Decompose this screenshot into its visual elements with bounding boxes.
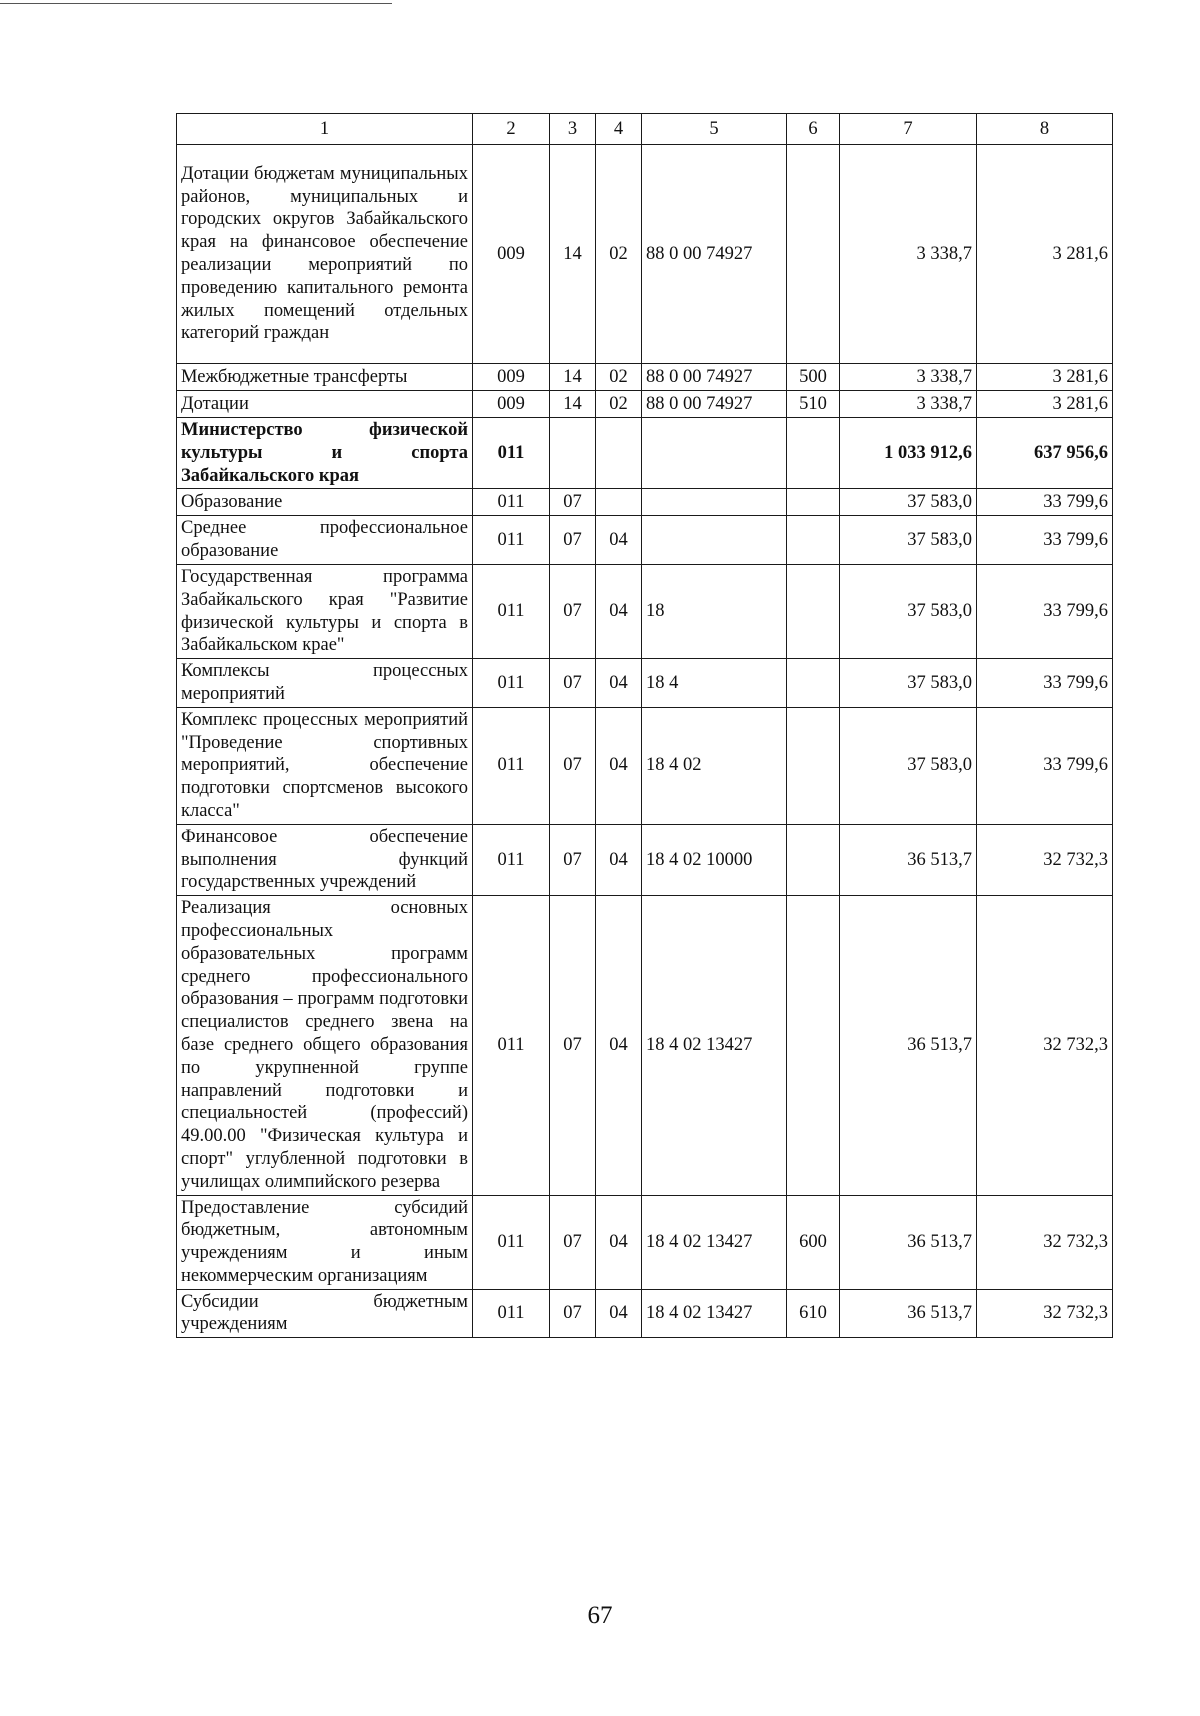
row-amount-col7: 36 513,7	[840, 896, 977, 1195]
header-col-3: 3	[550, 114, 596, 145]
row-target-article	[642, 418, 787, 489]
table-body	[177, 145, 1113, 1338]
row-name: Среднее профессиональное образование	[177, 516, 473, 565]
row-name: Реализация основных профессиональных образовательных программ среднего профессионального образования – программ подготовки специалистов среднего звена на базе среднего общего образования по укрупненной группе направлений подготовки и специальностей (профессий) 49.00.00 "Физическая культура и спорт" углубленной подготовки в училищах олимпийского резерва	[177, 896, 473, 1195]
table-row	[177, 659, 1113, 708]
row-expense-type	[787, 896, 840, 1195]
row-section-code	[550, 418, 596, 489]
row-expense-type	[787, 707, 840, 824]
row-name: Субсидии бюджетным учреждениям	[177, 1289, 473, 1338]
row-target-article: 18 4 02 13427	[642, 1289, 787, 1338]
row-target-article: 88 0 00 74927	[642, 391, 787, 418]
table-row	[177, 391, 1113, 418]
row-amount-col8: 33 799,6	[977, 516, 1113, 565]
row-subsection-code: 04	[596, 1195, 642, 1289]
row-section-code: 07	[550, 896, 596, 1195]
row-name: Дотации	[177, 391, 473, 418]
row-section-code: 07	[550, 1195, 596, 1289]
row-expense-type	[787, 659, 840, 708]
row-subsection-code: 02	[596, 145, 642, 364]
row-section-code: 14	[550, 145, 596, 364]
row-amount-col7: 36 513,7	[840, 1195, 977, 1289]
row-target-article: 18 4 02 13427	[642, 896, 787, 1195]
row-amount-col8: 32 732,3	[977, 1289, 1113, 1338]
table-row	[177, 1195, 1113, 1289]
row-section-code: 07	[550, 489, 596, 516]
table-header	[177, 114, 1113, 145]
row-admin-code: 009	[473, 145, 550, 364]
row-admin-code: 011	[473, 707, 550, 824]
row-name: Предоставление субсидий бюджетным, автономным учреждениям и иным некоммерческим организациям	[177, 1195, 473, 1289]
row-target-article: 18 4 02 10000	[642, 824, 787, 895]
row-name: Государственная программа Забайкальского края "Развитие физической культуры и спорта в Забайкальском крае"	[177, 564, 473, 658]
row-expense-type: 610	[787, 1289, 840, 1338]
row-amount-col8: 33 799,6	[977, 659, 1113, 708]
header-row	[177, 114, 1113, 145]
scan-edge-line	[0, 3, 392, 4]
table-row	[177, 564, 1113, 658]
header-col-4: 4	[596, 114, 642, 145]
table-row	[177, 418, 1113, 489]
row-subsection-code: 04	[596, 896, 642, 1195]
row-section-code: 07	[550, 824, 596, 895]
row-subsection-code	[596, 418, 642, 489]
row-expense-type: 600	[787, 1195, 840, 1289]
row-subsection-code: 02	[596, 391, 642, 418]
row-amount-col8: 32 732,3	[977, 824, 1113, 895]
page-number: 67	[587, 1602, 613, 1629]
table-row	[177, 516, 1113, 565]
row-target-article: 18 4 02	[642, 707, 787, 824]
row-expense-type	[787, 516, 840, 565]
row-admin-code: 011	[473, 418, 550, 489]
row-amount-col8: 32 732,3	[977, 896, 1113, 1195]
row-target-article: 88 0 00 74927	[642, 364, 787, 391]
row-amount-col7: 3 338,7	[840, 391, 977, 418]
row-name: Образование	[177, 489, 473, 516]
row-expense-type	[787, 418, 840, 489]
row-expense-type: 500	[787, 364, 840, 391]
row-admin-code: 011	[473, 489, 550, 516]
row-amount-col8: 33 799,6	[977, 489, 1113, 516]
row-amount-col7: 1 033 912,6	[840, 418, 977, 489]
row-subsection-code: 04	[596, 516, 642, 565]
header-col-7: 7	[840, 114, 977, 145]
row-amount-col8: 3 281,6	[977, 145, 1113, 364]
row-subsection-code: 04	[596, 564, 642, 658]
row-amount-col7: 37 583,0	[840, 564, 977, 658]
row-amount-col7: 37 583,0	[840, 516, 977, 565]
row-admin-code: 011	[473, 564, 550, 658]
row-amount-col8: 33 799,6	[977, 564, 1113, 658]
row-amount-col8: 3 281,6	[977, 364, 1113, 391]
row-name: Межбюджетные трансферты	[177, 364, 473, 391]
table-row	[177, 1289, 1113, 1338]
row-amount-col8: 32 732,3	[977, 1195, 1113, 1289]
row-name: Комплексы процессных мероприятий	[177, 659, 473, 708]
row-amount-col7: 3 338,7	[840, 364, 977, 391]
row-target-article	[642, 489, 787, 516]
row-admin-code: 011	[473, 659, 550, 708]
row-admin-code: 011	[473, 516, 550, 565]
table-row	[177, 364, 1113, 391]
table-row	[177, 896, 1113, 1195]
row-subsection-code: 04	[596, 1289, 642, 1338]
row-subsection-code	[596, 489, 642, 516]
row-amount-col7: 37 583,0	[840, 659, 977, 708]
row-expense-type	[787, 145, 840, 364]
header-col-1: 1	[177, 114, 473, 145]
row-target-article: 88 0 00 74927	[642, 145, 787, 364]
row-section-code: 07	[550, 516, 596, 565]
row-amount-col7: 36 513,7	[840, 824, 977, 895]
row-name: Министерство физической культуры и спорта Забайкальского края	[177, 418, 473, 489]
row-amount-col7: 36 513,7	[840, 1289, 977, 1338]
row-name: Комплекс процессных мероприятий "Проведение спортивных мероприятий, обеспечение подготовки спортсменов высокого класса"	[177, 707, 473, 824]
table-row	[177, 145, 1113, 364]
row-admin-code: 009	[473, 364, 550, 391]
row-subsection-code: 04	[596, 824, 642, 895]
row-target-article: 18 4 02 13427	[642, 1195, 787, 1289]
row-target-article: 18 4	[642, 659, 787, 708]
row-section-code: 14	[550, 391, 596, 418]
row-expense-type	[787, 489, 840, 516]
row-admin-code: 011	[473, 1289, 550, 1338]
row-subsection-code: 04	[596, 659, 642, 708]
row-expense-type	[787, 564, 840, 658]
table-row	[177, 824, 1113, 895]
row-name: Финансовое обеспечение выполнения функций государственных учреждений	[177, 824, 473, 895]
row-target-article	[642, 516, 787, 565]
header-col-5: 5	[642, 114, 787, 145]
row-target-article: 18	[642, 564, 787, 658]
row-section-code: 07	[550, 659, 596, 708]
row-admin-code: 011	[473, 1195, 550, 1289]
row-section-code: 07	[550, 564, 596, 658]
row-admin-code: 011	[473, 824, 550, 895]
row-section-code: 07	[550, 707, 596, 824]
row-admin-code: 009	[473, 391, 550, 418]
row-admin-code: 011	[473, 896, 550, 1195]
row-subsection-code: 04	[596, 707, 642, 824]
budget-table	[176, 113, 1113, 1338]
table-row	[177, 707, 1113, 824]
row-amount-col8: 33 799,6	[977, 707, 1113, 824]
header-col-6: 6	[787, 114, 840, 145]
table-row	[177, 489, 1113, 516]
row-amount-col7: 3 338,7	[840, 145, 977, 364]
row-name: Дотации бюджетам муниципальных районов, муниципальных и городских округов Забайкальского края на финансовое обеспечение реализации мероприятий по проведению капитального ремонта жилых помещений отдельных категорий граждан	[177, 145, 473, 364]
row-section-code: 14	[550, 364, 596, 391]
header-col-8: 8	[977, 114, 1113, 145]
row-expense-type	[787, 824, 840, 895]
row-subsection-code: 02	[596, 364, 642, 391]
row-amount-col8: 637 956,6	[977, 418, 1113, 489]
row-amount-col7: 37 583,0	[840, 489, 977, 516]
row-expense-type: 510	[787, 391, 840, 418]
row-section-code: 07	[550, 1289, 596, 1338]
row-amount-col7: 37 583,0	[840, 707, 977, 824]
header-col-2: 2	[473, 114, 550, 145]
row-amount-col8: 3 281,6	[977, 391, 1113, 418]
